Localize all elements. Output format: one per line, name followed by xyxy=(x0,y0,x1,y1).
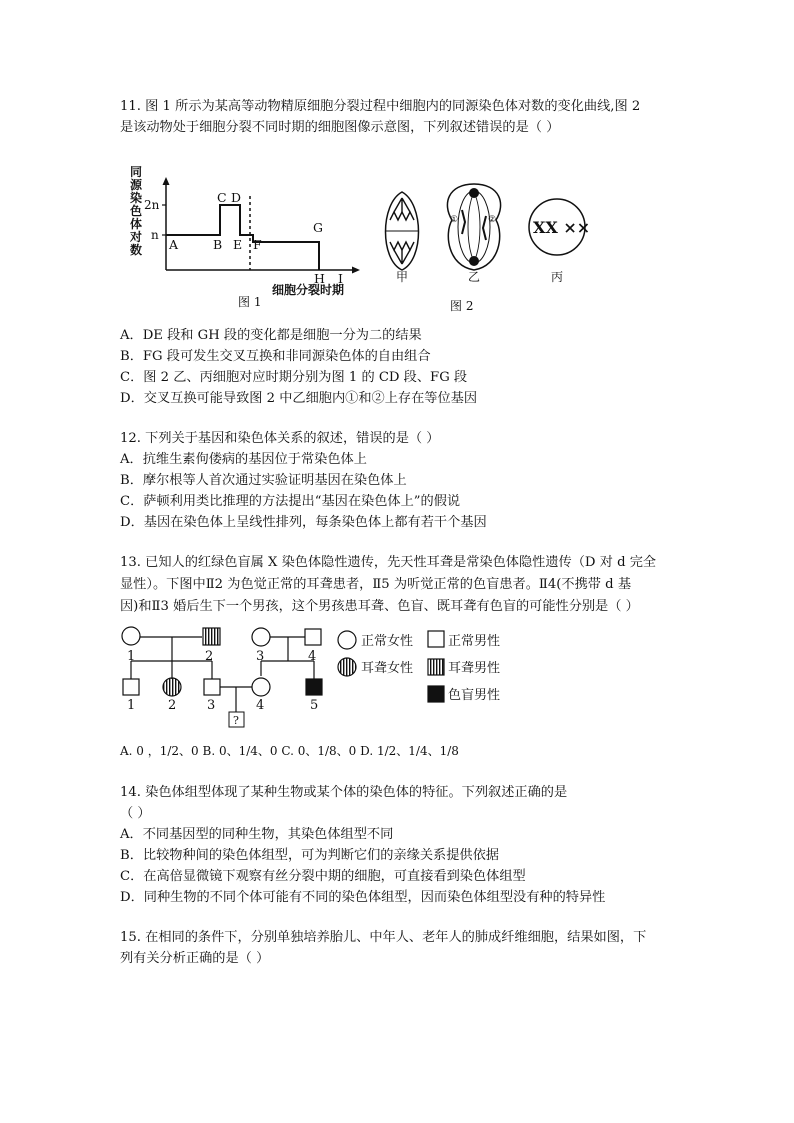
svg-text:2: 2 xyxy=(205,649,214,664)
gen2-4-normal-female xyxy=(252,678,270,696)
figure-2-cells xyxy=(370,180,590,320)
gen1-1-normal-female xyxy=(122,627,140,645)
q11-option-a: A．DE 段和 GH 段的变化都是细胞一分为二的结果 xyxy=(120,328,422,343)
svg-text:对: 对 xyxy=(129,230,143,244)
svg-text:①: ① xyxy=(450,215,459,225)
svg-text:乙: 乙 xyxy=(468,270,481,284)
gen1-3-normal-female xyxy=(252,628,270,646)
svg-text:3: 3 xyxy=(256,649,265,664)
point-E: E xyxy=(233,237,243,252)
q14-option-b: B．比较物种间的染色体组型，可为判断它们的亲缘关系提供依据 xyxy=(120,848,499,863)
q11-option-b: B．FG 段可发生交叉互换和非同源染色体的自由组合 xyxy=(120,349,431,364)
q14-option-a: A．不同基因型的同种生物，其染色体组型不同 xyxy=(120,827,394,842)
gen2-5-colorblind-male xyxy=(306,679,322,695)
cell-bing xyxy=(529,199,590,284)
point-F: F xyxy=(253,237,262,252)
svg-text:4: 4 xyxy=(308,649,317,664)
point-D: D xyxy=(231,190,242,205)
q12-option-d: D．基因在染色体上呈线性排列，每条染色体上都有若干个基因 xyxy=(120,515,487,530)
q13-stem-line1: 13. 已知人的红绿色盲属 X 染色体隐性遗传，先天性耳聋是常染色体隐性遗传（D 对 d 完全 xyxy=(120,555,657,570)
gen2-2-deaf-female xyxy=(163,678,181,696)
gen2-3-normal-male xyxy=(204,679,220,695)
gen1-2-deaf-male xyxy=(203,628,220,645)
q12-option-a: A．抗维生素佝偻病的基因位于常染色体上 xyxy=(120,452,367,467)
svg-text:耳聋女性: 耳聋女性 xyxy=(361,661,414,676)
svg-text:2: 2 xyxy=(168,698,177,713)
q14-stem-line1: 14. 染色体组型体现了某种生物或某个体的染色体的特征。下列叙述正确的是 xyxy=(120,785,568,800)
figure-1-caption: 图 1 xyxy=(238,295,262,309)
figure-1-graph xyxy=(120,160,370,310)
q13-options: A. 0 ，1/2、0 B. 0、1/4、0 C. 0、1/8、0 D. 1/2、1/4、1/8 xyxy=(120,744,459,758)
svg-text:源: 源 xyxy=(129,178,143,192)
point-G: G xyxy=(313,220,323,235)
svg-text:1: 1 xyxy=(127,698,136,713)
curve xyxy=(166,205,319,270)
q13-stem-line2: 显性）。下图中Ⅱ2 为色觉正常的耳聋患者，Ⅱ5 为听觉正常的色盲患者。Ⅱ4(不携带 d 基 xyxy=(120,577,631,592)
point-B: B xyxy=(213,237,223,252)
q15-stem-line1: 15. 在相同的条件下，分别单独培养胎儿、中年人、老年人的肺成纤维细胞，结果如图，下 xyxy=(120,930,647,945)
pedigree-legend xyxy=(338,631,500,703)
svg-text:染: 染 xyxy=(129,191,143,205)
svg-text:XX ××: XX ×× xyxy=(533,218,591,237)
q14-option-d: D．同种生物的不同个体可能有不同的染色体组型，因而染色体组型没有种的特异性 xyxy=(120,890,606,905)
svg-text:数: 数 xyxy=(129,243,143,257)
q13-stem-line3: 因)和Ⅱ3 婚后生下一个男孩，这个男孩患耳聋、色盲、既耳聋有色盲的可能性分别是（ ） xyxy=(120,599,639,614)
q14-stem-line2: （ ） xyxy=(120,806,151,821)
point-I: I xyxy=(338,271,343,286)
svg-text:?: ? xyxy=(233,714,239,727)
q12-stem: 12. 下列关于基因和染色体关系的叙述，错误的是（ ） xyxy=(120,431,440,446)
svg-text:3: 3 xyxy=(207,698,216,713)
figure-2-caption: 图 2 xyxy=(450,299,474,313)
cell-jia xyxy=(386,192,419,284)
q11-stem-line2: 是该动物处于细胞分裂不同时期的细胞图像示意图，下列叙述错误的是（ ） xyxy=(120,120,560,135)
svg-text:同: 同 xyxy=(129,165,143,179)
y-axis-label xyxy=(129,165,143,257)
y-axis-arrow xyxy=(163,177,170,185)
y-tick-2n: 2n xyxy=(144,198,160,212)
x-axis-label: 细胞分裂时期 xyxy=(272,283,345,297)
svg-text:色盲男性: 色盲男性 xyxy=(448,688,501,703)
q12-option-c: C．萨顿利用类比推理的方法提出“基因在染色体上”的假说 xyxy=(120,494,461,509)
q14-option-c: C．在高倍显微镜下观察有丝分裂中期的细胞，可直接看到染色体组型 xyxy=(120,869,526,884)
q11-option-c: C．图 2 乙、丙细胞对应时期分别为图 1 的 CD 段、FG 段 xyxy=(120,370,468,385)
x-axis-arrow xyxy=(352,267,360,274)
q12-option-b: B．摩尔根等人首次通过实验证明基因在染色体上 xyxy=(120,473,407,488)
svg-text:色: 色 xyxy=(129,204,143,218)
gen2-1-normal-male xyxy=(123,679,139,695)
svg-text:4: 4 xyxy=(256,698,265,713)
svg-text:耳聋男性: 耳聋男性 xyxy=(448,661,501,676)
svg-text:②: ② xyxy=(488,215,497,225)
pedigree-chart xyxy=(118,622,518,740)
point-A: A xyxy=(169,237,179,252)
svg-text:5: 5 xyxy=(310,698,319,713)
cell-yi xyxy=(447,184,500,284)
svg-text:甲: 甲 xyxy=(396,270,409,284)
q15-stem-line2: 列有关分析正确的是（ ） xyxy=(120,951,270,966)
gen1-4-normal-male xyxy=(305,629,321,645)
point-C: C xyxy=(217,190,227,205)
svg-text:正常男性: 正常男性 xyxy=(448,634,501,649)
svg-text:丙: 丙 xyxy=(551,270,564,284)
q11-stem-line1: 11. 图 1 所示为某高等动物精原细胞分裂过程中细胞内的同源染色体对数的变化曲线,图 2 xyxy=(120,99,641,114)
point-H: H xyxy=(314,271,325,286)
svg-text:体: 体 xyxy=(129,217,143,231)
svg-text:正常女性: 正常女性 xyxy=(361,634,414,649)
svg-text:1: 1 xyxy=(127,649,136,664)
y-tick-n: n xyxy=(151,228,159,242)
q11-option-d: D．交叉互换可能导致图 2 中乙细胞内①和②上存在等位基因 xyxy=(120,391,478,406)
